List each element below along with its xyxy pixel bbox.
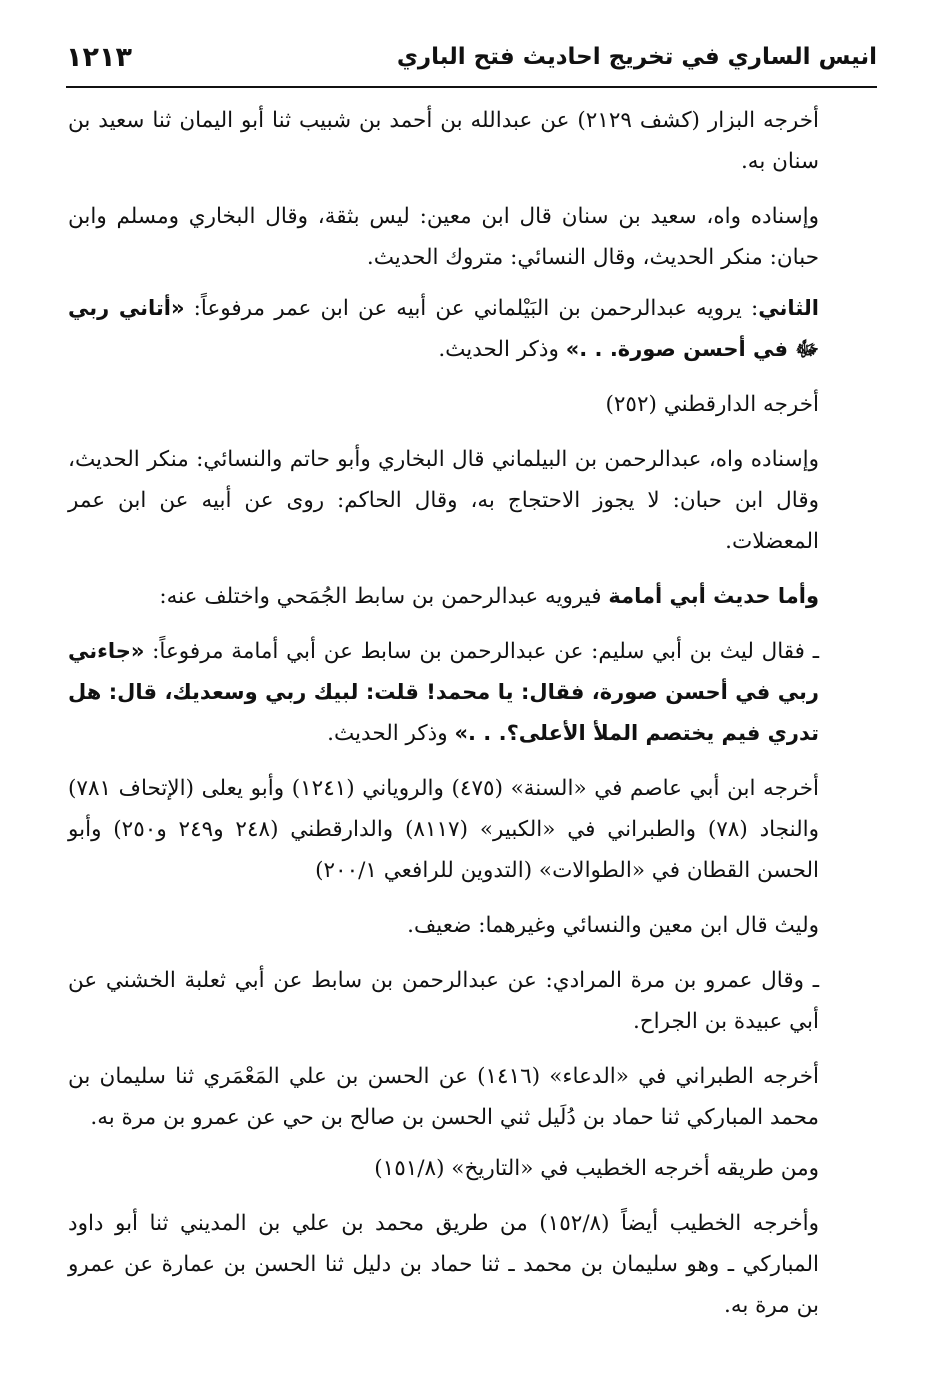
text-run: وأخرجه الخطيب أيضاً (١٥٢/٨) من طريق محمد بن علي بن المديني ثنا أبو داود المباركي ـ وهو سليمان بن محمد ـ ثنا حماد بن دليل ثنا الحسن بن عمارة عن عمرو بن مرة به.: [68, 1211, 819, 1318]
page-number: ١٢١٣: [66, 42, 132, 73]
paragraph: [68, 960, 875, 1042]
paragraph: [68, 905, 875, 946]
bold-run: «أتاني ربي ﷻ في أحسن صورة. . .»: [68, 296, 819, 361]
bold-run: «جاءني ربي في أحسن صورة، فقال: يا محمد! قلت: لبيك ربي وسعديك، قال: هل تدري فيم يختصم الملأ الأعلى؟. . .»: [68, 639, 819, 745]
paragraph: [68, 288, 875, 370]
paragraph: [68, 576, 875, 617]
paragraph: [68, 631, 875, 754]
text-run: أخرجه البزار (كشف ٢١٢٩) عن عبدالله بن أحمد بن شبيب ثنا أبو اليمان ثنا سعيد بن سنان به.: [68, 108, 819, 174]
page-header: [66, 38, 877, 88]
bold-run: وأما حديث أبي أمامة: [608, 584, 819, 608]
paragraph: [68, 196, 875, 278]
text-run: : يرويه عبدالرحمن بن البَيْلماني عن أبيه عن ابن عمر مرفوعاً:: [184, 296, 759, 321]
text-run: ومن طريقه أخرجه الخطيب في «التاريخ» (١٥١/٨): [374, 1156, 819, 1181]
paragraph: [68, 439, 875, 562]
paragraph: [68, 1203, 875, 1326]
text-run: وذكر الحديث.: [438, 337, 566, 362]
paragraph: [68, 100, 875, 182]
page-body: [68, 100, 875, 1350]
text-run: وليث قال ابن معين والنسائي وغيرهما: ضعيف.: [407, 913, 819, 938]
text-run: وإسناده واه، عبدالرحمن بن البيلماني قال البخاري وأبو حاتم والنسائي: منكر الحديث، وقال ابن حبان: لا يجوز الاحتجاج به، وقال الحاكم: روى عن أبيه عن ابن عمر المعضلات.: [68, 447, 819, 554]
text-run: فيرويه عبدالرحمن بن سابط الجُمَحي واختلف عنه:: [159, 584, 609, 609]
text-run: وإسناده واه، سعيد بن سنان قال ابن معين: ليس بثقة، وقال البخاري ومسلم وابن حبان: منكر الحديث، وقال النسائي: متروك الحديث.: [68, 204, 819, 270]
text-run: ـ فقال ليث بن أبي سليم: عن عبدالرحمن بن سابط عن أبي أمامة مرفوعاً:: [144, 639, 819, 664]
text-run: أخرجه ابن أبي عاصم في «السنة» (٤٧٥) والروياني (١٢٤١) وأبو يعلى (الإتحاف ٧٨١) والنجاد (٧٨) والطبراني في «الكبير» (٨١١٧) والدارقطني (٢٤٨ و٢٤٩ و٢٥٠) وأبو الحسن القطان في «الطوالات» (التدوين للرافعي ٢٠٠/١): [68, 776, 819, 883]
paragraph: [68, 1056, 875, 1138]
text-run: ـ وقال عمرو بن مرة المرادي: عن عبدالرحمن بن سابط عن أبي ثعلبة الخشني عن أبي عبيدة بن الجراح.: [68, 968, 819, 1034]
paragraph: [68, 768, 875, 891]
text-run: وذكر الحديث.: [327, 721, 455, 746]
paragraph: [68, 384, 875, 425]
text-run: أخرجه الطبراني في «الدعاء» (١٤١٦) عن الحسن بن علي المَعْمَري ثنا سليمان بن محمد المباركي ثنا حماد بن دُلَيل ثني الحسن بن صالح بن حي عن عمرو بن مرة به.: [68, 1064, 819, 1130]
paragraph: [68, 1148, 875, 1189]
text-run: أخرجه الدارقطني (٢٥٢): [605, 392, 819, 417]
running-title: انيس الساري في تخريج احاديث فتح الباري: [396, 44, 877, 70]
bold-run: الثاني: [758, 296, 819, 320]
